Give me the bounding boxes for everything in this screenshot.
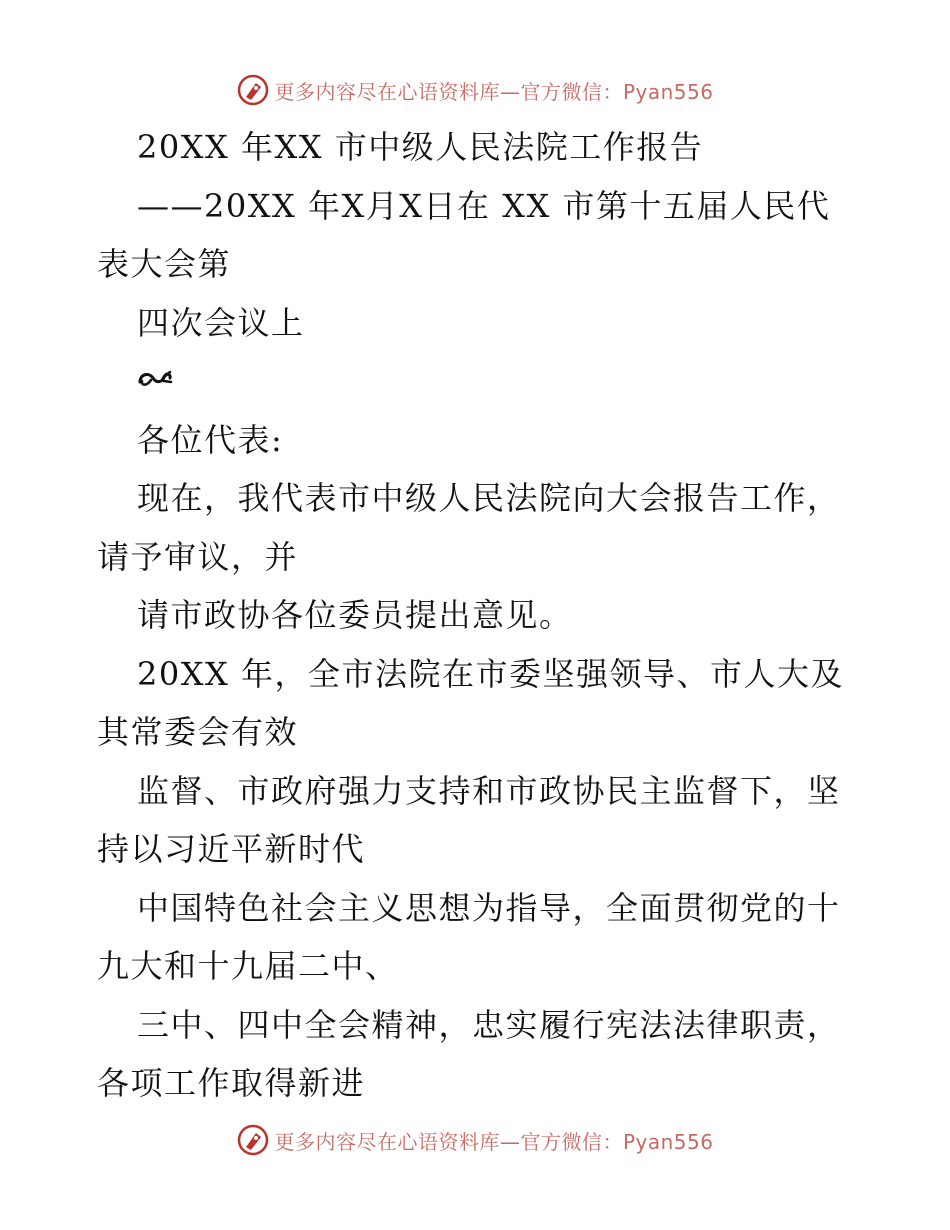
paragraph-line: 九大和十九届二中、 — [97, 947, 399, 985]
report-subtitle: ——20XX 年X月X日在 XX 市第十五届人民代 — [137, 186, 831, 225]
pen-nib-logo-icon — [236, 73, 270, 107]
footer-banner — [0, 1120, 950, 1160]
document-body — [97, 118, 857, 1113]
pen-nib-logo-icon — [236, 1123, 270, 1157]
report-subtitle-cont-2: 四次会议上 — [137, 303, 305, 342]
salutation: 各位代表: — [137, 420, 284, 459]
paragraph-line: 其常委会有效 — [97, 713, 299, 751]
paragraph-line: 各项工作取得新进 — [97, 1064, 366, 1102]
banner-text: 更多内容尽在心语资料库—官方微信：Pyan556 — [274, 1129, 714, 1154]
paragraph-line: 请市政协各位委员提出意见。 — [137, 596, 573, 634]
paragraph-line: 中国特色社会主义思想为指导，全面贯彻党的十 — [137, 888, 841, 927]
paragraph-line: 监督、市政府强力支持和市政协民主监督下，坚 — [137, 771, 841, 810]
paragraph-line: 现在，我代表市中级人民法院向大会报告工作， — [137, 479, 841, 517]
paragraph-line: 持以习近平新时代 — [97, 830, 366, 868]
banner-text: 更多内容尽在心语资料库—官方微信：Pyan556 — [274, 79, 714, 104]
ornament-flourish-icon — [97, 352, 857, 411]
report-subtitle-cont: 表大会第 — [97, 245, 232, 283]
report-title: 20XX 年XX 市中级人民法院工作报告 — [137, 128, 704, 166]
paragraph-line: 三中、四中全会精神，忠实履行宪法法律职责， — [137, 1005, 841, 1044]
header-banner — [0, 70, 950, 110]
paragraph-line: 20XX 年，全市法院在市委坚强领导、市人大及 — [137, 654, 844, 693]
paragraph-line: 请予审议，并 — [97, 537, 299, 576]
